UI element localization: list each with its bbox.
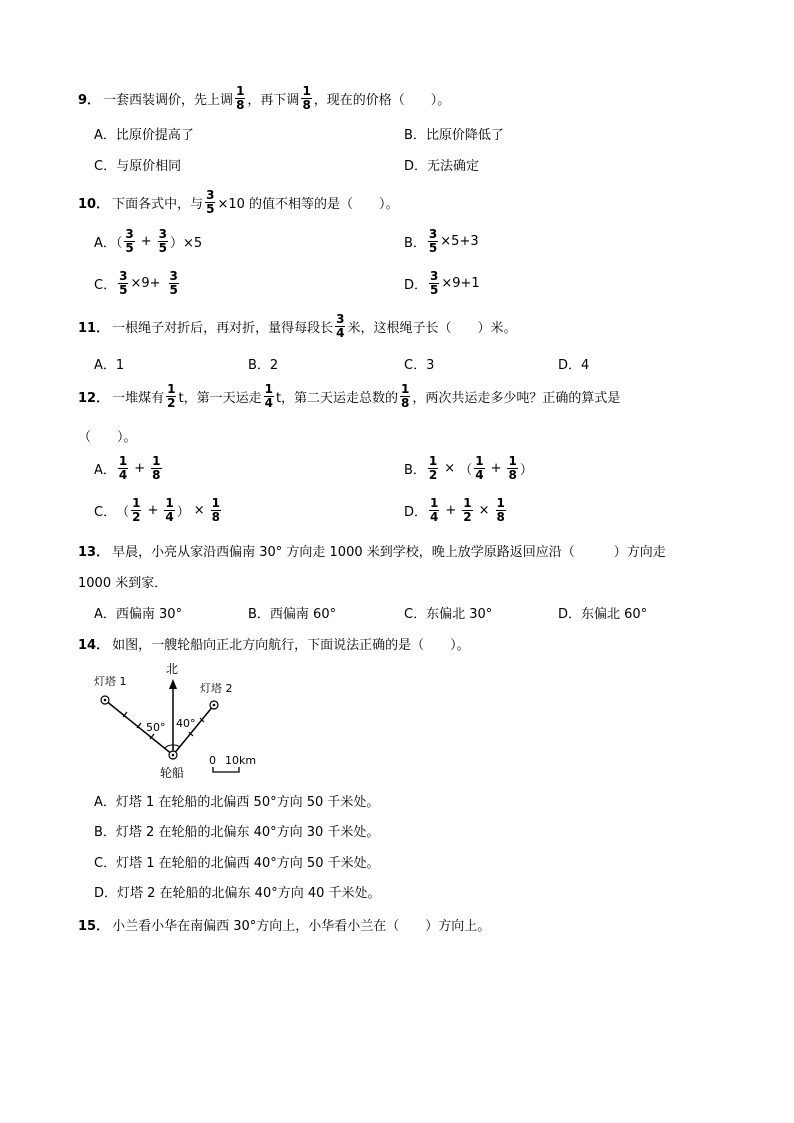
q9-fraction-1: $\frac{1}{8}$ bbox=[236, 84, 245, 112]
q9-option-d[interactable]: D．无法确定 bbox=[404, 159, 480, 174]
q10-option-d[interactable]: D． $\frac{3}{5}$ ×9+1 bbox=[404, 269, 480, 297]
q11-text-2: 米，这根绳子长（ ）米。 bbox=[347, 321, 517, 336]
q11-option-c[interactable]: C．3 bbox=[404, 358, 435, 373]
line-to-tower2 bbox=[173, 705, 214, 755]
q9-text-3: ，现在的价格（ ）。 bbox=[313, 93, 451, 108]
q13-option-a[interactable]: A．西偏南 30° bbox=[94, 607, 183, 622]
scale-zero-label: 0 bbox=[209, 754, 216, 767]
q12-fraction-2: $\frac{1}{4}$ bbox=[264, 382, 273, 410]
q15-stem: 15． 小兰看小华在南偏西 30°方向上，小华看小兰在（ ）方向上。 bbox=[78, 915, 490, 934]
q14-option-a[interactable]: A．灯塔 1 在轮船的北偏西 50°方向 50 千米处。 bbox=[94, 795, 380, 810]
q9-option-b[interactable]: B．比原价降低了 bbox=[404, 128, 504, 143]
q12-number: 12． bbox=[78, 391, 110, 406]
q13-option-b[interactable]: B．西偏南 60° bbox=[248, 607, 337, 622]
q10-option-c[interactable]: C． $\frac{3}{5}$ ×9+ $\frac{3}{5}$ bbox=[94, 269, 178, 297]
q9-text-2: ，再下调 bbox=[247, 93, 300, 108]
q14-stem: 14． 如图，一艘轮船向正北方向航行，下面说法正确的是（ ）。 bbox=[78, 634, 470, 653]
q12-fraction-1: $\frac{1}{2}$ bbox=[167, 382, 176, 410]
scale-bar bbox=[213, 767, 239, 772]
q11-option-d[interactable]: D．4 bbox=[558, 358, 590, 373]
q10-stem bbox=[78, 189, 399, 216]
tower2-label: 灯塔 2 bbox=[200, 682, 233, 695]
q13-option-d[interactable]: D．东偏北 60° bbox=[558, 607, 648, 622]
q10-option-b[interactable]: B． $\frac{3}{5}$ ×5+3 bbox=[404, 227, 479, 255]
ship-label: 轮船 bbox=[160, 766, 185, 780]
angle-50-label: 50° bbox=[146, 721, 166, 734]
q11-option-b[interactable]: B．2 bbox=[248, 358, 279, 373]
q10-text-1: 下面各式中，与 bbox=[112, 197, 204, 212]
q14-option-c[interactable]: C．灯塔 1 在轮船的北偏西 40°方向 50 千米处。 bbox=[94, 856, 380, 871]
q13-option-c[interactable]: C．东偏北 30° bbox=[404, 607, 493, 622]
q12-option-d[interactable]: D． $\frac{1}{4}$ + $\frac{1}{2}$ × $\frac{1}{8}$ bbox=[404, 496, 505, 524]
tower1-label: 灯塔 1 bbox=[94, 675, 127, 688]
north-label: 北 bbox=[166, 662, 179, 676]
scale-unit-label: 10km bbox=[225, 754, 257, 767]
q12-option-b[interactable]: B． $\frac{1}{2}$ × （ $\frac{1}{4}$ + $\frac{1}{8}$ ） bbox=[404, 454, 533, 482]
compass-diagram bbox=[90, 655, 290, 780]
q10-fraction: $\frac{3}{5}$ bbox=[206, 188, 215, 216]
q14-option-b[interactable]: B．灯塔 2 在轮船的北偏东 40°方向 30 千米处。 bbox=[94, 825, 380, 840]
q9-stem bbox=[78, 85, 450, 112]
q11-fraction: $\frac{3}{4}$ bbox=[336, 312, 345, 340]
angle-40-label: 40° bbox=[176, 717, 196, 730]
q13-stem: 13． 早晨，小亮从家沿西偏南 30° 方向走 1000 米到学校，晚上放学原路返回应沿（ ）方向走 bbox=[78, 541, 666, 560]
q10-text-2: ×10 的值不相等的是（ ）。 bbox=[217, 197, 399, 212]
q12-stem-cont: （ ）。 bbox=[78, 430, 137, 445]
q10-option-a[interactable]: A．（ $\frac{3}{5}$ + $\frac{3}{5}$ ）×5 bbox=[94, 227, 203, 255]
q13-number: 13． bbox=[78, 545, 110, 560]
q12-fraction-3: $\frac{1}{8}$ bbox=[401, 382, 410, 410]
q15-number: 15． bbox=[78, 919, 110, 934]
q11-option-a[interactable]: A．1 bbox=[94, 358, 125, 373]
q13-stem-cont: 1000 米到家． bbox=[78, 576, 168, 591]
q9-option-a[interactable]: A．比原价提高了 bbox=[94, 128, 194, 143]
q12-option-a[interactable]: A． $\frac{1}{4}$ + $\frac{1}{8}$ bbox=[94, 454, 161, 482]
q14-number: 14． bbox=[78, 638, 110, 653]
q11-text-1: 一根绳子对折后，再对折，量得每段长 bbox=[112, 321, 334, 336]
q9-number: 9． bbox=[78, 93, 101, 108]
q9-text-1: 一套西装调价，先上调 bbox=[103, 93, 234, 108]
q10-number: 10． bbox=[78, 197, 110, 212]
q12-option-c[interactable]: C． （ $\frac{1}{2}$ + $\frac{1}{4}$ ） × $\frac{1}{8}$ bbox=[94, 496, 220, 524]
q12-stem: 12． 一堆煤有 $\frac{1}{2}$ t，第一天运走 $\frac{1}{4}$ t，第二天运走总数的 $\frac{1}{8}$ ，两次共运走多少吨？正确的算式是 bbox=[78, 382, 621, 410]
q11-stem bbox=[78, 313, 516, 340]
q9-fraction-2: $\frac{1}{8}$ bbox=[302, 84, 311, 112]
q9-option-c[interactable]: C．与原价相同 bbox=[94, 159, 182, 174]
q14-option-d[interactable]: D．灯塔 2 在轮船的北偏东 40°方向 40 千米处。 bbox=[94, 886, 381, 901]
q11-number: 11． bbox=[78, 321, 110, 336]
north-arrow-icon bbox=[169, 679, 177, 689]
